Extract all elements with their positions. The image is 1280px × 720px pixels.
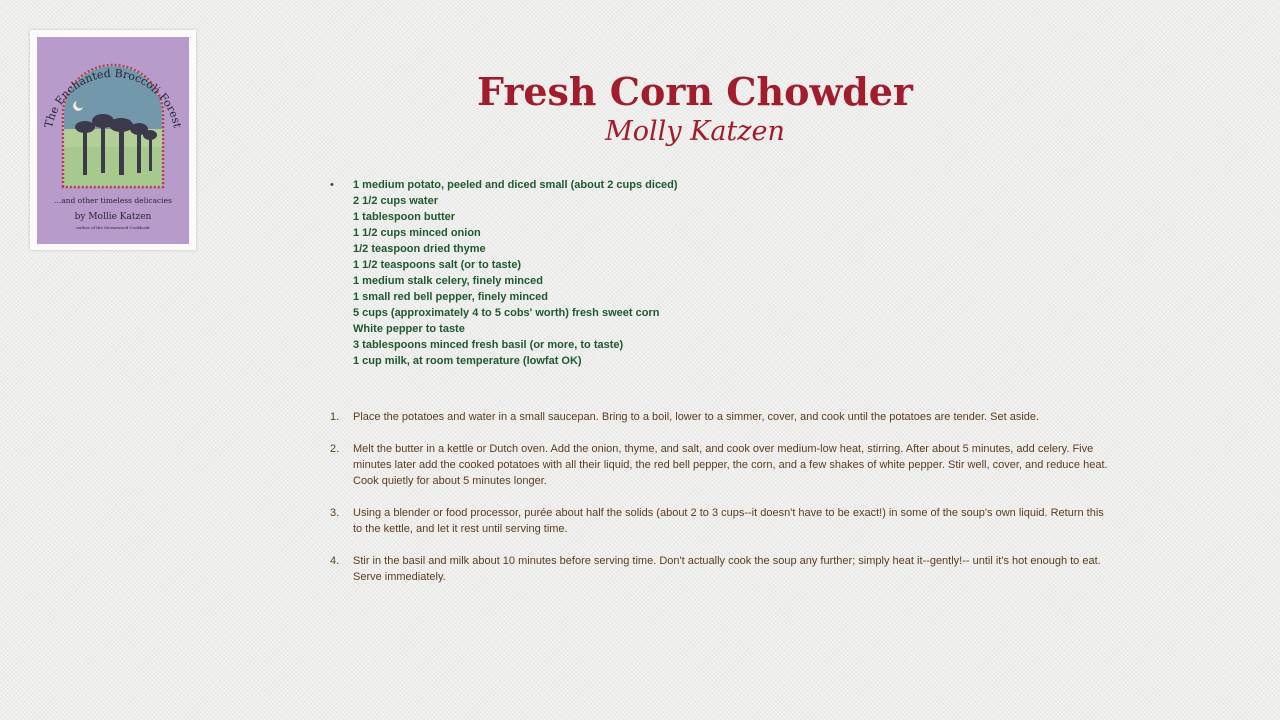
- cover-author-note: author of the Moosewood Cookbook: [76, 225, 150, 230]
- ingredient-list: [330, 177, 678, 369]
- cover-author: by Mollie Katzen: [74, 212, 152, 222]
- ingredient-item: 1 cup milk, at room temperature (lowfat OK): [353, 355, 582, 367]
- step-number: 2.: [330, 443, 340, 455]
- recipe-title: Fresh Corn Chowder: [477, 69, 913, 114]
- ingredient-item: 1 small red bell pepper, finely minced: [353, 291, 549, 303]
- bullet-icon: •: [330, 179, 334, 191]
- ingredient-item: 1 medium potato, peeled and diced small (about 2 cups diced): [353, 179, 678, 191]
- step-text: Place the potatoes and water in a small saucepan. Bring to a boil, lower to a simmer, cover, and cook until the potatoes are tender. Set aside.: [353, 411, 1040, 423]
- ingredient-item: 2 1/2 cups water: [353, 195, 438, 207]
- recipe-author: Molly Katzen: [605, 116, 785, 147]
- step-text: Stir in the basil and milk about 10 minutes before serving time. Don't actually cook the soup any further; simply heat it--gently!-- until it's hot enough to eat. Serve immediately.: [353, 555, 1101, 583]
- book-cover-image: [37, 37, 189, 244]
- instruction-step: [330, 505, 1110, 537]
- book-cover-frame: [30, 30, 196, 250]
- instruction-step: [330, 409, 1110, 425]
- cover-title-text: The Enchanted Broccoli Forest: [42, 66, 184, 130]
- book-cover-illustration: [37, 37, 189, 244]
- step-text: Melt the butter in a kettle or Dutch oven. Add the onion, thyme, and salt, and cook over medium-low heat, stirring. After about 5 minutes, add celery. Five minutes later add the cooked potatoes with all their liquid, the red bell pepper, the corn, and a few shakes of white pepper. Stir well, cover, and reduce heat. Cook quietly for about 5 minutes longer.: [353, 443, 1108, 487]
- ingredient-item: 5 cups (approximately 4 to 5 cobs' worth) fresh sweet corn: [353, 307, 660, 319]
- instruction-step: [330, 553, 1110, 585]
- step-number: 4.: [330, 555, 340, 567]
- ingredient-item: 1 medium stalk celery, finely minced: [353, 275, 543, 287]
- step-text: Using a blender or food processor, purée about half the solids (about 2 to 3 cups--it doesn't have to be exact!) in some of the soup's own liquid. Return this to the kettle, and let it rest until serving time.: [353, 507, 1104, 535]
- cover-tagline: ...and other timeless delicacies: [54, 196, 172, 205]
- step-number: 1.: [330, 411, 340, 423]
- instruction-list: [330, 409, 1110, 601]
- ingredient-item: White pepper to taste: [353, 323, 465, 335]
- ingredient-item: 1 1/2 cups minced onion: [353, 227, 481, 239]
- ingredient-item: 1/2 teaspoon dried thyme: [353, 243, 486, 255]
- ingredient-item: 1 tablespoon butter: [353, 211, 456, 223]
- ingredient-item: 3 tablespoons minced fresh basil (or more, to taste): [353, 339, 624, 351]
- instruction-step: [330, 441, 1110, 489]
- step-number: 3.: [330, 507, 340, 519]
- ingredient-item: 1 1/2 teaspoons salt (or to taste): [353, 259, 522, 271]
